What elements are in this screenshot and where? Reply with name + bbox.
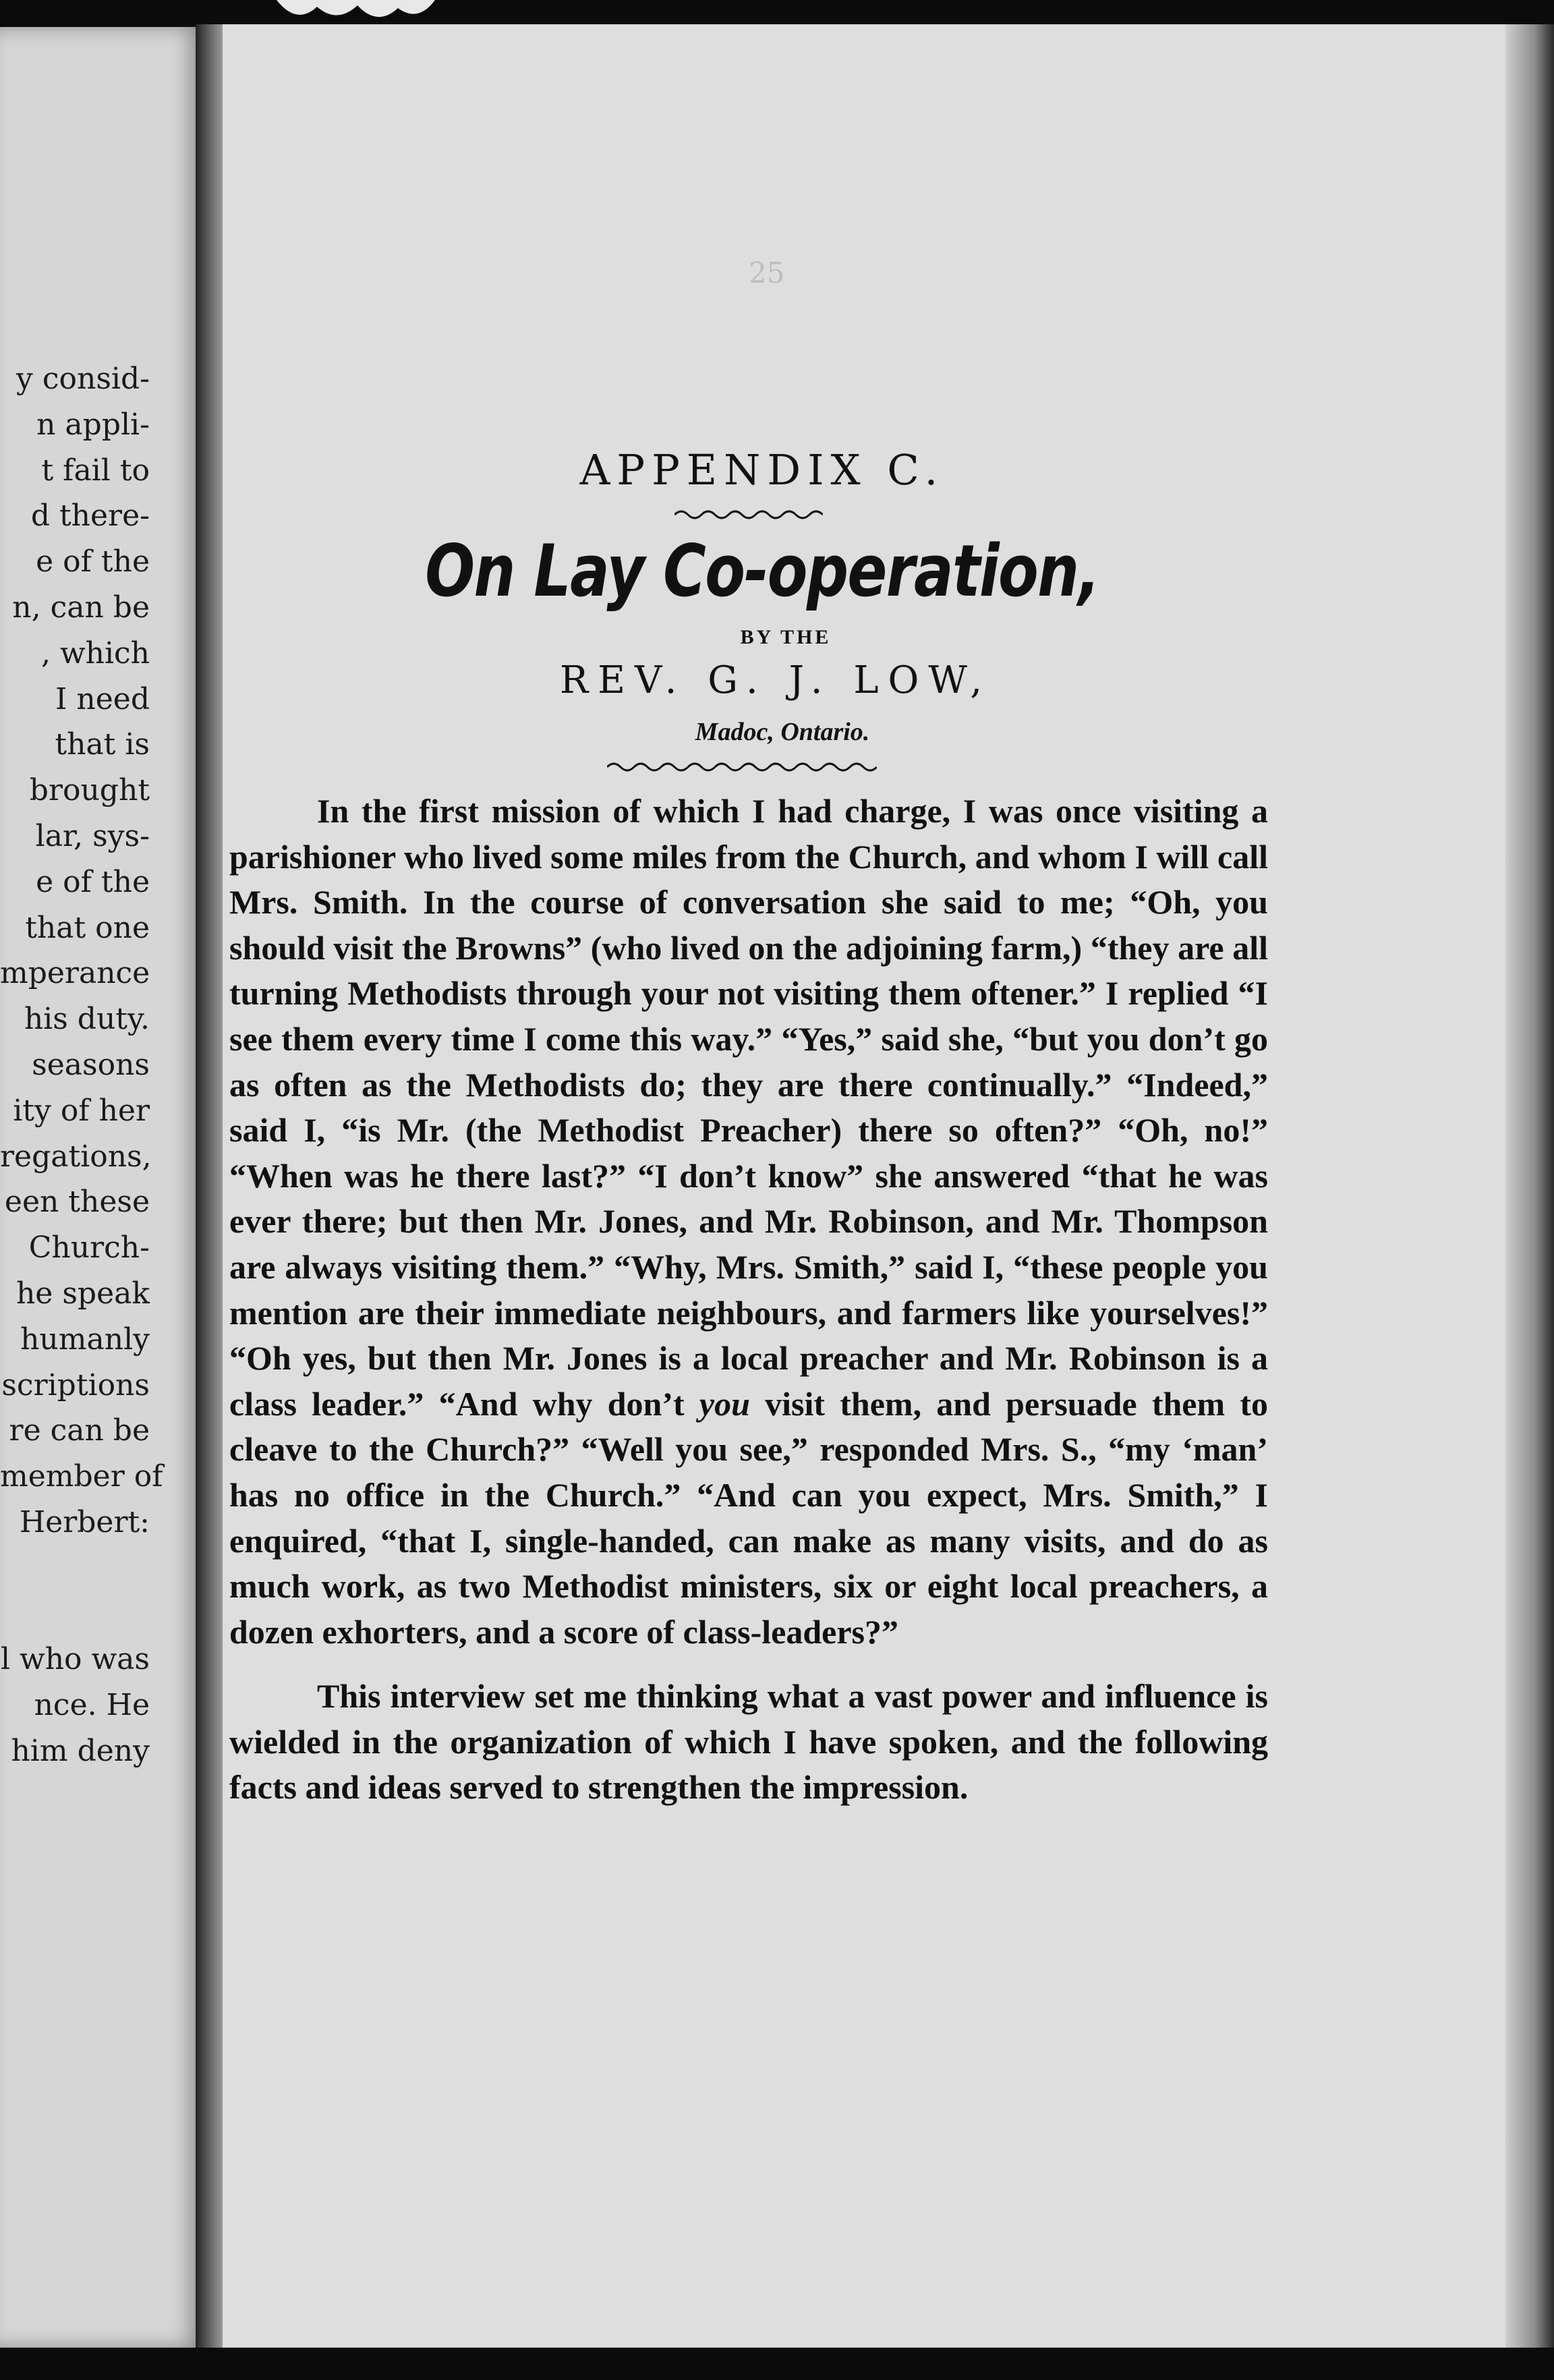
previous-page-line: e of the bbox=[36, 864, 150, 899]
author-location: Madoc, Ontario. bbox=[695, 718, 870, 746]
wavy-rule-icon bbox=[674, 507, 823, 523]
previous-page-line: that is bbox=[55, 727, 150, 762]
page-number-bleed: 25 bbox=[749, 256, 785, 289]
previous-page-line: t fail to bbox=[41, 453, 150, 488]
author-name: REV. G. J. LOW, bbox=[559, 658, 991, 702]
previous-page-line: nce. He bbox=[34, 1688, 150, 1723]
previous-page-line: , which bbox=[40, 635, 150, 671]
book-spine bbox=[196, 24, 223, 2348]
byline-label: BY THE bbox=[740, 626, 832, 648]
previous-page-line: n appli- bbox=[36, 407, 150, 442]
torn-corner-ornament bbox=[270, 0, 438, 27]
previous-page-line: een these bbox=[4, 1185, 150, 1220]
previous-page-line: regations, bbox=[0, 1139, 152, 1174]
previous-page-line: e of the bbox=[36, 544, 150, 579]
previous-page-line: seasons bbox=[32, 1047, 150, 1082]
previous-page-line: y consid- bbox=[16, 362, 150, 396]
previous-page-line: his duty. bbox=[24, 1002, 150, 1037]
previous-page-line: he speak bbox=[16, 1276, 150, 1311]
previous-page-line: l who was bbox=[0, 1642, 150, 1677]
previous-page-line: mperance bbox=[0, 956, 150, 991]
previous-page-line bbox=[0, 1546, 202, 1591]
previous-page-line bbox=[0, 1591, 202, 1637]
previous-page-line: scriptions bbox=[1, 1367, 150, 1402]
previous-page-line: re can be bbox=[9, 1413, 150, 1448]
previous-page bbox=[0, 27, 202, 2348]
previous-page-line: brought bbox=[29, 773, 150, 808]
appendix-content bbox=[229, 445, 1268, 1811]
previous-page-line: member of bbox=[0, 1459, 163, 1494]
previous-page-text bbox=[0, 356, 202, 1774]
wavy-divider-icon bbox=[607, 759, 877, 775]
article-title: On Lay Co-operation, bbox=[425, 530, 1099, 613]
body-paragraph-2: This interview set me thinking what a vast power and influence is wielded in the organization of which I have spoken, and the following facts and ideas served to strengthen the impression. bbox=[229, 1677, 1268, 1807]
previous-page-line: that one bbox=[25, 910, 150, 945]
previous-page-line: ity of her bbox=[13, 1093, 150, 1128]
previous-page-line: n, can be bbox=[12, 590, 150, 625]
previous-page-line: Herbert: bbox=[19, 1504, 150, 1539]
appendix-heading: APPENDIX C. bbox=[579, 445, 945, 494]
previous-page-line: d there- bbox=[30, 499, 150, 534]
previous-page-line: him deny bbox=[11, 1733, 150, 1768]
previous-page-line: lar, sys- bbox=[35, 818, 150, 853]
page-edge bbox=[1505, 24, 1554, 2348]
body-paragraph-1: In the first mission of which I had charge, I was once visiting a parishioner who lived some miles from the Church, and whom I will call Mrs. Smith. In the course of conversation she said to me; “Oh, you should visit the Browns” (who lived on the adjoining farm,) “they are all turning Methodists through your not visiting them oftener.” I replied “I see them every time I come this way.” “Yes,” said she, “but you don’t go as often as the Methodists do; they are there continually.” “Indeed,” said I, “is Mr. (the Methodist Preacher) there so often?” “Oh, no!” “When was he there last?” “I don’t know” she answered “that he was ever there; but then Mr. Jones, and Mr. Robinson, and Mr. Thompson are always visiting them.” “Why, Mrs. Smith,” said I, “these people you mention are their immediate neighbours, and farmers like yourselves!” “Oh yes, but then Mr. Jones is a local preacher and Mr. Robinson is a class leader.” “And why don’t you visit them, and persuade them to cleave to the Church?” “Well you see,” responded Mrs. S., “my ‘man’ has no office in the Church.” “And can you expect, Mrs. Smith,” I enquired, “that I, single-handed, can make as many visits, and do as much work, as two Methodist ministers, six or eight local preachers, a dozen exhorters, and a score of class-leaders?” bbox=[229, 792, 1269, 1651]
previous-page-line: I need bbox=[55, 681, 150, 716]
previous-page-line: Church- bbox=[28, 1230, 150, 1266]
previous-page-line: humanly bbox=[20, 1322, 150, 1357]
